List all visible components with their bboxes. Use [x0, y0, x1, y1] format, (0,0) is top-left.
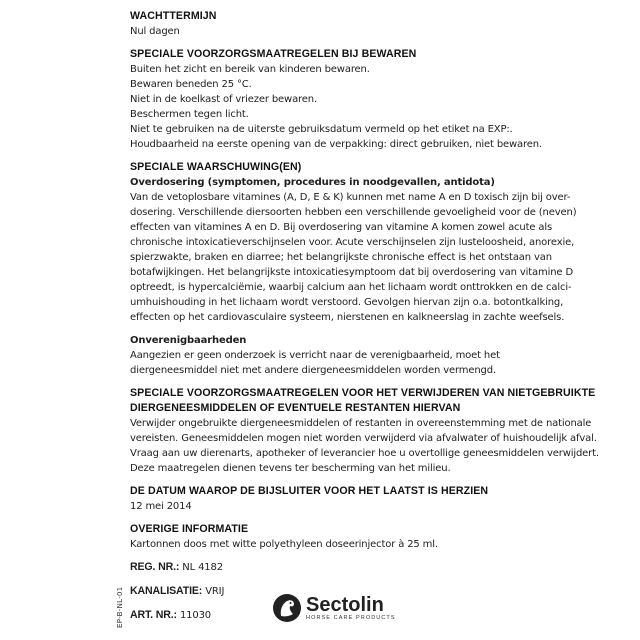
text-line: Bewaren beneden 25 °C. [130, 79, 252, 90]
section-title-line: DIERGENEESMIDDELEN OF EVENTUELE RESTANTEN HIERVAN [130, 402, 461, 414]
art-nr-label: ART. NR.: [130, 609, 177, 621]
art-nr-value: 11030 [179, 610, 211, 621]
brand-tagline: HORSE CARE PRODUCTS [306, 614, 396, 621]
logo-text [306, 595, 396, 622]
text-line: Niet te gebruiken na de uiterste gebruiksdatum vermeld op het etiket na EXP:. [130, 124, 513, 135]
leaflet-page [130, 9, 630, 632]
section-verwijderen [130, 386, 630, 476]
text-line: effecten op het cardiovasculaire systeem, nierstenen en kalkneerslag in zachte weefsels. [130, 312, 565, 323]
text-line: Beschermen tegen licht. [130, 109, 249, 120]
text-line: botafwijkingen. Het belangrijkste intoxicatiesymptoom dat bij overdosering van vitamine D [130, 267, 574, 278]
section-bewaren [130, 47, 630, 152]
reg-nr-value: NL 4182 [182, 562, 223, 573]
brand-name: Sectolin [306, 593, 384, 616]
text-line: dosering. Verschillende diersoorten hebben een verschillende gevoeligheid voor de (neven) [130, 207, 577, 218]
reg-nr-field [130, 560, 630, 575]
side-document-code: EP-B-NL-01 [116, 586, 124, 628]
horse-head-logo-icon [272, 593, 302, 623]
revision-date: 12 mei 2014 [130, 501, 192, 512]
text-line: Vraag aan uw dierenarts, apotheker of leverancier hoe u overtollige geneesmiddelen verwijdert. [130, 448, 599, 459]
section-waarschuwing [130, 160, 630, 325]
section-title: Onverenigbaarheden [130, 335, 247, 346]
section-title: WACHTTERMIJN [130, 10, 217, 22]
section-overige [130, 522, 630, 552]
text-line: umhuishouding in het lichaam wordt verstoord. Gevolgen hiervan zijn o.a. botontkalking, [130, 297, 564, 308]
text-line: chronische intoxicatieverschijnselen voor. Acute verschijnselen zijn lusteloosheid, anorexie, [130, 237, 575, 248]
reg-nr-label: REG. NR.: [130, 561, 180, 573]
text-line: diergeneesmiddel niet met andere diergeneesmiddelen worden vermengd. [130, 365, 496, 376]
text-line: optreedt, is hypercalciëmie, waarbij calcium aan het lichaam wordt onttrokken en de calci- [130, 282, 572, 293]
sectolin-logo [272, 593, 396, 623]
section-onverenigbaarheden [130, 333, 630, 378]
text-line: vereisten. Geneesmiddelen mogen niet worden verwijderd via afvalwater of huishoudelijk afval. [130, 433, 597, 444]
section-wachttermijn [130, 9, 630, 39]
section-text: Kartonnen doos met witte polyethyleen doseerinjector à 25 ml. [130, 539, 438, 550]
text-line: effecten van vitamines A en D. Bij overdosering van vitamine A komen zowel acute als [130, 222, 553, 233]
kanalisatie-value: VRIJ [205, 586, 225, 597]
text-line: Niet in de koelkast of vriezer bewaren. [130, 94, 318, 105]
section-text: Nul dagen [130, 26, 180, 37]
section-title: OVERIGE INFORMATIE [130, 523, 249, 535]
section-title-line: SPECIALE VOORZORGSMAATREGELEN VOOR HET VERWIJDEREN VAN NIETGEBRUIKTE [130, 387, 596, 399]
text-line: Buiten het zicht en bereik van kinderen bewaren. [130, 64, 370, 75]
text-line: Houdbaarheid na eerste opening van de verpakking: direct gebruiken, niet bewaren. [130, 139, 542, 150]
text-line: spierzwakte, braken en diarree; het belangrijkste chronische effect is het ontstaan van [130, 252, 552, 263]
text-line: Van de vetoplosbare vitamines (A, D, E & K) kunnen met name A en D toxisch zijn bij over- [130, 192, 571, 203]
section-datum [130, 484, 630, 514]
section-subtitle: Overdosering (symptomen, procedures in noodgevallen, antidota) [130, 177, 495, 188]
section-title: SPECIALE WAARSCHUWING(EN) [130, 161, 302, 173]
text-line: Aangezien er geen onderzoek is verricht naar de verenigbaarheid, moet het [130, 350, 500, 361]
text-line: Deze maatregelen dienen tevens ter bescherming van het milieu. [130, 463, 451, 474]
kanalisatie-label: KANALISATIE: [130, 585, 203, 597]
text-line: Verwijder ongebruikte diergeneesmiddelen of restanten in overeenstemming met de nationale [130, 418, 592, 429]
section-title: SPECIALE VOORZORGSMAATREGELEN BIJ BEWAREN [130, 48, 417, 60]
section-title: DE DATUM WAAROP DE BIJSLUITER VOOR HET LAATST IS HERZIEN [130, 485, 489, 497]
